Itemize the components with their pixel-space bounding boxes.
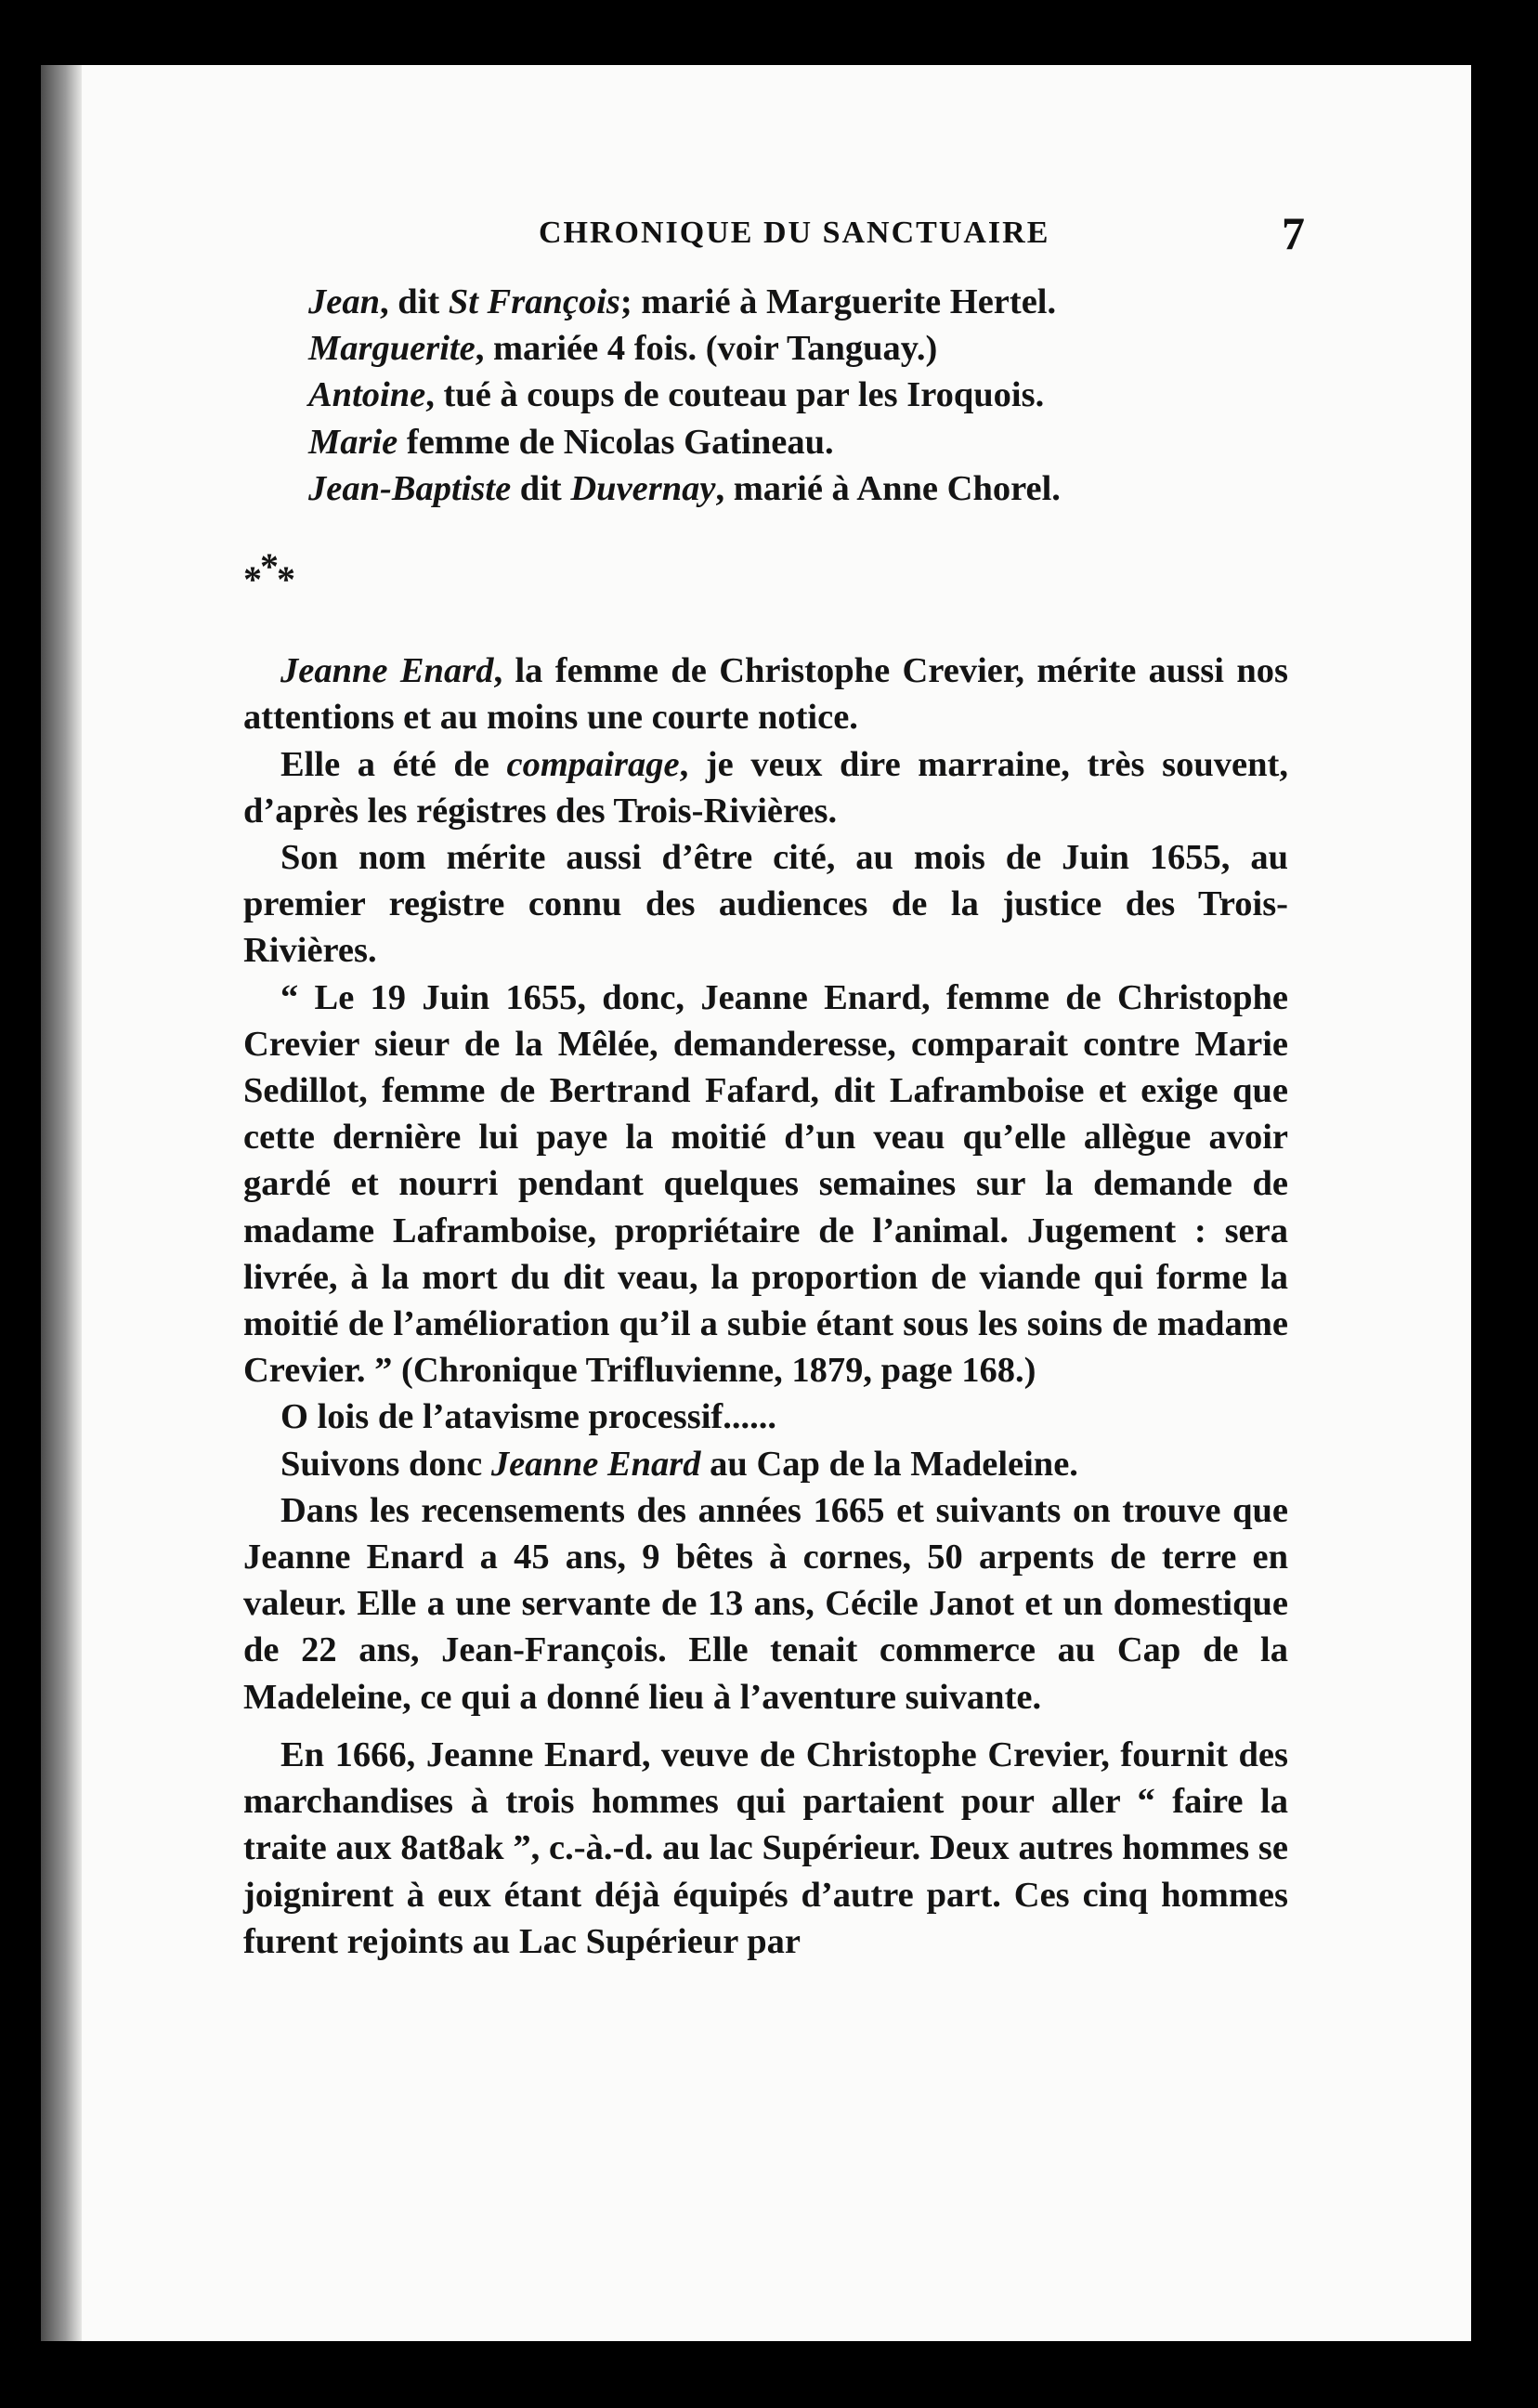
page-number: 7 [1282,207,1305,259]
paragraph: Suivons donc Jeanne Enard au Cap de la Madeleine. [280,1444,1078,1484]
paragraph: Elle a été de compairage, je veux dire marraine, très souvent, d’après les régistres des Trois-Rivières. [243,744,1288,831]
page-body [243,279,1288,1965]
book-binding-shadow [41,65,82,2341]
paragraph: Son nom mérite aussi d’être cité, au mois de Juin 1655, au premier registre connu des audiences de la justice des Trois-Rivières. [243,838,1288,971]
paragraph: O lois de l’atavisme processif...... [280,1397,776,1437]
genealogy-line: Marguerite, mariée 4 fois. (voir Tanguay.) [308,329,938,369]
genealogy-line: Marie femme de Nicolas Gatineau. [308,422,834,462]
paragraph: Jeanne Enard, la femme de Christophe Crevier, mérite aussi nos attentions et au moins une courte notice. [243,651,1289,738]
quoted-paragraph: “ Le 19 Juin 1655, donc, Jeanne Enard, femme de Christophe Crevier sieur de la Mêlée, demanderesse, comparait contre Marie Sedillot, femme de Bertrand Fafard, dit Laframboise et exige que cette dernière lui paye la moitié d’un veau qu’elle allègue avoir gardé et nourri pendant quelques semaines sur la demande de madame Laframboise, propriétaire de l’animal. Jugement : sera livrée, à la mort du dit veau, la proportion de viande qui forme la moitié de l’amélioration qu’il a subie étant sous les soins de madame Crevier. ” (Chronique Trifluvienne, 1879, page 168.) [243,977,1288,1391]
paragraph: Dans les recensements des années 1665 et suivants on trouve que Jeanne Enard a 45 ans, 9 bêtes à cornes, 50 arpents de terre en valeur. Elle a une servante de 13 ans, Cécile Janot et un domestique de 22 ans, Jean-François. Elle tenait commerce au Cap de la Madeleine, ce qui a donné lieu à l’aventure suivante. [243,1490,1288,1717]
asterism-separator: *** [243,545,293,601]
paragraph-gap [243,1721,1288,1732]
genealogy-line: Jean-Baptiste dit Duvernay, marié à Anne Chorel. [308,468,1061,508]
running-header: CHRONIQUE DU SANCTUAIRE [539,216,1050,250]
genealogy-line: Jean, dit St François; marié à Marguerite Hertel. [308,282,1057,321]
genealogy-line: Antoine, tué à coups de couteau par les Iroquois. [308,375,1045,415]
paragraph: En 1666, Jeanne Enard, veuve de Christophe Crevier, fournit des marchandises à trois hommes qui partaient pour aller “ faire la traite aux 8at8ak ”, c.-à.-d. au lac Supérieur. Deux autres hommes se joignirent à eux étant déjà équipés d’autre part. Ces cinq hommes furent rejoints au Lac Supérieur par [243,1734,1288,1961]
